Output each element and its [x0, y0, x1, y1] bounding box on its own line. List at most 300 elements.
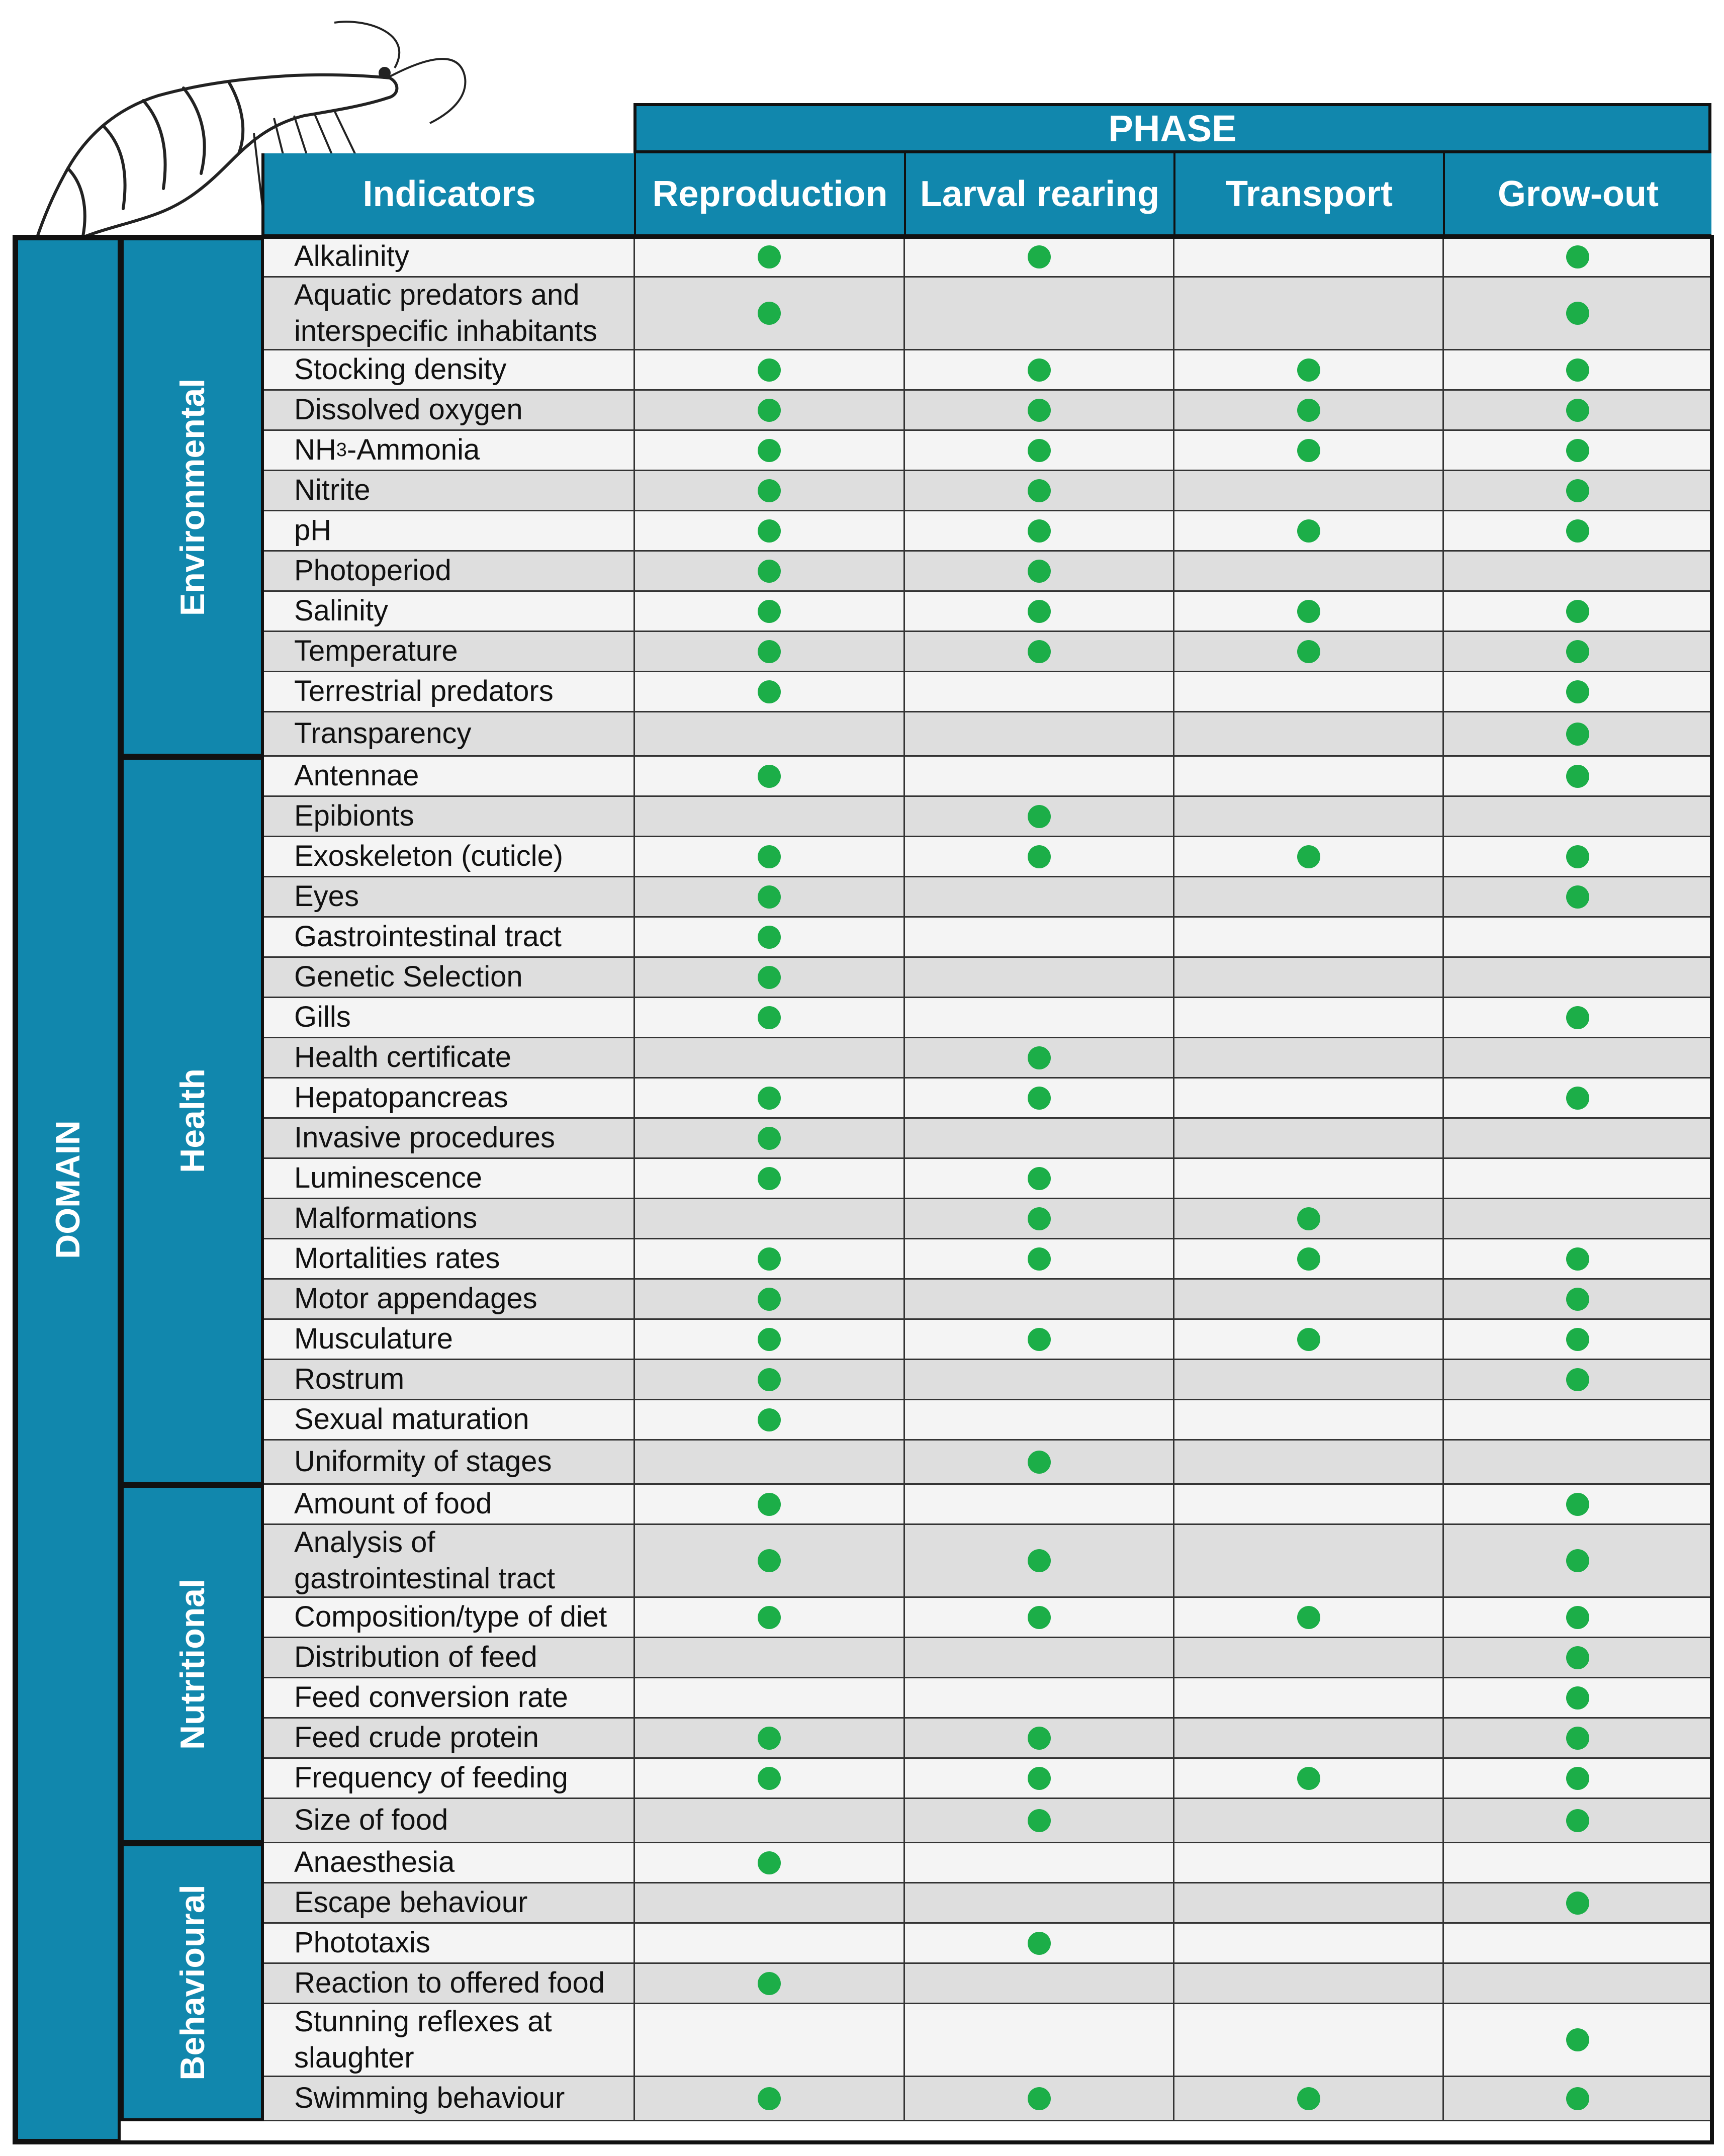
- indicator-dot: [1566, 680, 1589, 703]
- indicator-label: Size of food: [294, 1804, 448, 1837]
- phase-cell: [633, 877, 903, 916]
- phase-cell: [903, 1320, 1173, 1359]
- indicator-label: Reaction to offered food: [294, 1966, 605, 2000]
- phase-cell: [633, 837, 903, 876]
- phase-cell: [1173, 712, 1442, 755]
- phase-cell: [633, 1199, 903, 1238]
- indicator-dot: [1028, 1207, 1051, 1230]
- table-row: [264, 958, 1711, 998]
- indicator-dot: [1297, 1247, 1320, 1271]
- indicator-label: Dissolved oxygen: [294, 393, 523, 426]
- table-row: [264, 632, 1711, 672]
- indicator-dot: [1297, 399, 1320, 422]
- phase-cell: [1442, 1239, 1711, 1278]
- column-header-row: [261, 153, 1711, 237]
- phase-cell: [633, 1883, 903, 1922]
- indicator-dot: [1297, 519, 1320, 543]
- phase-cell: [633, 1360, 903, 1399]
- table-row: [264, 1759, 1711, 1799]
- indicator-dot: [1566, 479, 1589, 502]
- table-row: [264, 1964, 1711, 2004]
- table-row: [264, 1799, 1711, 1843]
- phase-cell: [1173, 237, 1442, 276]
- indicator-dot: [758, 1408, 781, 1431]
- phase-cell: [903, 1964, 1173, 2003]
- phase-cell: [633, 552, 903, 590]
- indicator-dot: [1297, 2087, 1320, 2110]
- indicators-header: Indicators: [264, 153, 634, 234]
- phase-cell: [903, 1883, 1173, 1922]
- indicator-dot: [1028, 1087, 1051, 1110]
- phase-grow-out-header: Grow-out: [1443, 153, 1711, 234]
- indicator-dot: [1297, 600, 1320, 623]
- indicator-dot: [1297, 1328, 1320, 1351]
- phase-cell: [903, 431, 1173, 470]
- phase-cell: [1442, 1525, 1711, 1596]
- table-row: [264, 1843, 1711, 1883]
- phase-cell: [633, 1441, 903, 1483]
- indicator-dot: [758, 439, 781, 462]
- phase-cell: [633, 1159, 903, 1198]
- phase-cell: [633, 1843, 903, 1882]
- phase-cell: [1173, 1759, 1442, 1798]
- indicator-dot: [758, 1087, 781, 1110]
- indicator-dot: [1028, 1727, 1051, 1750]
- indicator-dot: [1566, 439, 1589, 462]
- indicator-dot: [1028, 640, 1051, 663]
- indicator-label: Salinity: [294, 594, 388, 627]
- table-row: [264, 1119, 1711, 1159]
- phase-cell: [633, 1678, 903, 1717]
- indicator-label: Hepatopancreas: [294, 1081, 508, 1114]
- phase-cell: [633, 632, 903, 671]
- phase-cell: [1173, 1719, 1442, 1757]
- phase-cell: [1442, 1638, 1711, 1677]
- phase-cell: [1442, 1441, 1711, 1483]
- phase-cell: [903, 1799, 1173, 1842]
- indicator-dot: [1566, 1549, 1589, 1572]
- phase-cell: [1442, 431, 1711, 470]
- phase-cell: [633, 471, 903, 510]
- phase-cell: [1442, 877, 1711, 916]
- indicator-label: Invasive procedures: [294, 1121, 556, 1154]
- phase-cell: [633, 1924, 903, 1962]
- phase-cell: [633, 592, 903, 631]
- phase-cell: [903, 1159, 1173, 1198]
- phase-cell: [1442, 1924, 1711, 1962]
- phase-cell: [1173, 958, 1442, 997]
- indicator-dot: [1566, 2087, 1589, 2110]
- phase-cell: [903, 2004, 1173, 2076]
- phase-cell: [633, 1280, 903, 1318]
- phase-cell: [903, 797, 1173, 836]
- indicator-dot: [1297, 358, 1320, 382]
- table-row: [264, 2077, 1711, 2121]
- group-behavioural: [121, 1843, 264, 2121]
- indicator-label: Health certificate: [294, 1041, 511, 1074]
- indicator-label: Motor appendages: [294, 1282, 537, 1315]
- indicator-dot: [758, 1606, 781, 1629]
- table-row: [264, 1280, 1711, 1320]
- indicator-dot: [1566, 1247, 1589, 1271]
- table-row: [264, 511, 1711, 552]
- phase-cell: [1173, 1485, 1442, 1523]
- phase-cell: [633, 1119, 903, 1157]
- phase-header: PHASE: [633, 103, 1711, 153]
- phase-cell: [903, 471, 1173, 510]
- indicator-dot: [1566, 358, 1589, 382]
- table-row: [264, 1159, 1711, 1199]
- indicator-dot: [1028, 1932, 1051, 1955]
- indicator-dot: [758, 358, 781, 382]
- indicator-dot: [1297, 1606, 1320, 1629]
- phase-cell: [903, 511, 1173, 550]
- phase-cell: [1442, 757, 1711, 795]
- phase-cell: [633, 998, 903, 1037]
- phase-cell: [1442, 1079, 1711, 1117]
- phase-cell: [1173, 278, 1442, 349]
- phase-cell: [633, 1598, 903, 1637]
- phase-cell: [1442, 1038, 1711, 1077]
- phase-cell: [1173, 1038, 1442, 1077]
- phase-cell: [903, 1924, 1173, 1962]
- table-row: [264, 877, 1711, 918]
- phase-cell: [1173, 1678, 1442, 1717]
- indicator-label: Nitrite: [294, 474, 371, 507]
- indicator-label: Aquatic predators and interspecific inhabitants: [294, 278, 597, 347]
- indicator-dot: [1566, 1727, 1589, 1750]
- indicator-dot: [1566, 640, 1589, 663]
- phase-cell: [1442, 350, 1711, 389]
- phase-cell: [1442, 278, 1711, 349]
- indicator-dot: [1028, 245, 1051, 268]
- group-health: [121, 757, 264, 1485]
- table-row: [264, 350, 1711, 391]
- indicator-dot: [1028, 519, 1051, 543]
- indicator-dot: [758, 1851, 781, 1874]
- phase-cell: [903, 1678, 1173, 1717]
- indicator-dot: [758, 1767, 781, 1790]
- indicator-dot: [1566, 765, 1589, 788]
- phase-cell: [633, 1320, 903, 1359]
- phase-cell: [1173, 1964, 1442, 2003]
- phase-cell: [1173, 797, 1442, 836]
- indicator-table: [264, 237, 1711, 2142]
- phase-cell: [903, 1719, 1173, 1757]
- phase-cell: [903, 237, 1173, 276]
- indicator-dot: [1566, 519, 1589, 543]
- phase-cell: [633, 391, 903, 429]
- indicator-label: Amount of food: [294, 1487, 492, 1520]
- indicator-dot: [758, 1006, 781, 1029]
- phase-cell: [633, 350, 903, 389]
- indicator-dot: [758, 885, 781, 909]
- indicator-dot: [758, 560, 781, 583]
- phase-cell: [1442, 1799, 1711, 1842]
- phase-cell: [1173, 2004, 1442, 2076]
- table-row: [264, 757, 1711, 797]
- phase-cell: [1442, 672, 1711, 711]
- phase-cell: [1442, 1400, 1711, 1439]
- indicator-label: Uniformity of stages: [294, 1445, 552, 1478]
- indicator-label: Transparency: [294, 717, 472, 750]
- table-row: [264, 672, 1711, 712]
- indicator-dot: [758, 600, 781, 623]
- table-row: [264, 2004, 1711, 2077]
- phase-cell: [1442, 797, 1711, 836]
- table-row: [264, 1441, 1711, 1485]
- phase-cell: [1173, 1199, 1442, 1238]
- indicator-dot: [1028, 2087, 1051, 2110]
- indicator-label: Musculature: [294, 1322, 453, 1356]
- phase-cell: [633, 1964, 903, 2003]
- phase-cell: [903, 1485, 1173, 1523]
- indicator-dot: [1028, 1451, 1051, 1474]
- indicator-dot: [1566, 1646, 1589, 1669]
- phase-cell: [1173, 1400, 1442, 1439]
- phase-cell: [903, 350, 1173, 389]
- indicator-label: Mortalities rates: [294, 1242, 500, 1275]
- indicator-label: Feed conversion rate: [294, 1681, 568, 1714]
- indicator-dot: [1566, 1892, 1589, 1915]
- table-row: [264, 1360, 1711, 1400]
- table-row: [264, 1079, 1711, 1119]
- phase-cell: [1442, 511, 1711, 550]
- phase-cell: [1173, 1280, 1442, 1318]
- indicator-dot: [1566, 600, 1589, 623]
- phase-cell: [1442, 1159, 1711, 1198]
- indicator-dot: [758, 926, 781, 949]
- phase-cell: [903, 391, 1173, 429]
- phase-reproduction-header: Reproduction: [634, 153, 904, 234]
- indicator-dot: [758, 1727, 781, 1750]
- indicator-dot: [758, 1549, 781, 1572]
- table-row: [264, 1525, 1711, 1598]
- phase-cell: [1442, 1678, 1711, 1717]
- phase-cell: [903, 1360, 1173, 1399]
- indicator-dot: [1028, 1767, 1051, 1790]
- table-row: [264, 1678, 1711, 1719]
- phase-cell: [1173, 1239, 1442, 1278]
- indicator-label: Gastrointestinal tract: [294, 920, 562, 953]
- phase-cell: [1173, 1320, 1442, 1359]
- indicator-label: NH 3 -Ammonia: [294, 433, 480, 467]
- phase-cell: [1173, 1638, 1442, 1677]
- phase-cell: [633, 1525, 903, 1596]
- indicator-label: Frequency of feeding: [294, 1761, 568, 1794]
- phase-cell: [903, 1119, 1173, 1157]
- table-row: [264, 552, 1711, 592]
- phase-cell: [903, 632, 1173, 671]
- table-row: [264, 1719, 1711, 1759]
- phase-cell: [1442, 471, 1711, 510]
- indicator-label: Antennae: [294, 759, 419, 792]
- indicator-dot: [1028, 600, 1051, 623]
- phase-cell: [1442, 1320, 1711, 1359]
- indicator-dot: [1028, 399, 1051, 422]
- indicator-dot: [1297, 1207, 1320, 1230]
- phase-cell: [1173, 1360, 1442, 1399]
- indicator-label: Swimming behaviour: [294, 2082, 565, 2115]
- indicator-dot: [1028, 479, 1051, 502]
- indicator-dot: [1028, 1167, 1051, 1190]
- phase-cell: [1442, 1280, 1711, 1318]
- indicator-label: Exoskeleton (cuticle): [294, 840, 564, 873]
- indicator-dot: [1566, 302, 1589, 325]
- indicator-dot: [1566, 885, 1589, 909]
- table-row: [264, 237, 1711, 278]
- phase-cell: [1442, 1199, 1711, 1238]
- indicator-dot: [1028, 1247, 1051, 1271]
- indicator-label: Distribution of feed: [294, 1641, 537, 1674]
- phase-cell: [633, 1719, 903, 1757]
- indicator-dot: [758, 765, 781, 788]
- indicator-dot: [758, 302, 781, 325]
- phase-cell: [903, 1400, 1173, 1439]
- group-label: Nutritional: [173, 1578, 212, 1750]
- indicator-label: Alkalinity: [294, 240, 409, 273]
- indicator-label: Sexual maturation: [294, 1403, 529, 1436]
- indicator-dot: [1297, 439, 1320, 462]
- group-nutritional: [121, 1485, 264, 1843]
- phase-cell: [1442, 632, 1711, 671]
- indicator-dot: [1566, 723, 1589, 746]
- phase-cell: [1173, 1525, 1442, 1596]
- phase-cell: [1442, 1119, 1711, 1157]
- phase-cell: [903, 837, 1173, 876]
- phase-cell: [1442, 391, 1711, 429]
- indicator-dot: [758, 1368, 781, 1391]
- indicator-label: Composition/type of diet: [294, 1600, 607, 1634]
- indicator-dot: [758, 399, 781, 422]
- phase-cell: [903, 877, 1173, 916]
- group-environmental: [121, 237, 264, 757]
- indicator-dot: [1566, 1606, 1589, 1629]
- phase-cell: [1173, 471, 1442, 510]
- table-row: [264, 837, 1711, 877]
- table-row: [264, 431, 1711, 471]
- phase-cell: [633, 2004, 903, 2076]
- indicator-label: Anaesthesia: [294, 1846, 455, 1879]
- indicator-dot: [758, 1972, 781, 1995]
- indicator-dot: [758, 245, 781, 268]
- phase-cell: [633, 1038, 903, 1077]
- table-row: [264, 1400, 1711, 1441]
- phase-cell: [903, 1759, 1173, 1798]
- phase-cell: [1442, 1964, 1711, 2003]
- phase-cell: [1442, 2004, 1711, 2076]
- phase-cell: [1442, 1719, 1711, 1757]
- phase-cell: [1442, 837, 1711, 876]
- indicator-dot: [1028, 358, 1051, 382]
- phase-cell: [1442, 918, 1711, 956]
- phase-cell: [903, 1199, 1173, 1238]
- group-label: Environmental: [173, 378, 212, 616]
- phase-cell: [903, 552, 1173, 590]
- phase-cell: [1442, 1598, 1711, 1637]
- group-label: Health: [173, 1068, 212, 1173]
- phase-cell: [903, 1598, 1173, 1637]
- phase-cell: [633, 958, 903, 997]
- table-row: [264, 998, 1711, 1038]
- phase-larval-rearing-header: Larval rearing: [904, 153, 1173, 234]
- phase-cell: [633, 757, 903, 795]
- indicator-dot: [1566, 2028, 1589, 2051]
- indicator-label: Gills: [294, 1001, 351, 1034]
- phase-cell: [1173, 592, 1442, 631]
- phase-cell: [1442, 712, 1711, 755]
- phase-cell: [633, 712, 903, 755]
- table-row: [264, 278, 1711, 350]
- phase-cell: [903, 1843, 1173, 1882]
- indicator-dot: [1028, 1606, 1051, 1629]
- phase-cell: [633, 511, 903, 550]
- table-row: [264, 471, 1711, 511]
- indicator-label: Rostrum: [294, 1363, 405, 1396]
- indicator-dot: [1566, 399, 1589, 422]
- phase-cell: [1173, 1441, 1442, 1483]
- phase-cell: [903, 1038, 1173, 1077]
- table-row: [264, 1924, 1711, 1964]
- table-row: [264, 797, 1711, 837]
- indicator-dot: [758, 1127, 781, 1150]
- phase-cell: [1173, 918, 1442, 956]
- phase-cell: [1173, 757, 1442, 795]
- indicator-dot: [1566, 1809, 1589, 1832]
- phase-cell: [1173, 632, 1442, 671]
- table-row: [264, 1638, 1711, 1678]
- table-row: [264, 1598, 1711, 1638]
- phase-cell: [1442, 1883, 1711, 1922]
- phase-cell: [1173, 672, 1442, 711]
- phase-cell: [1442, 237, 1711, 276]
- phase-cell: [903, 1079, 1173, 1117]
- phase-cell: [633, 1400, 903, 1439]
- phase-cell: [633, 1759, 903, 1798]
- phase-cell: [903, 757, 1173, 795]
- table-row: [264, 1320, 1711, 1360]
- indicator-dot: [1028, 1046, 1051, 1069]
- indicator-dot: [758, 2087, 781, 2110]
- phase-cell: [1173, 998, 1442, 1037]
- phase-cell: [903, 918, 1173, 956]
- phase-cell: [1173, 2077, 1442, 2120]
- indicator-dot: [758, 640, 781, 663]
- indicator-label: Luminescence: [294, 1161, 482, 1195]
- indicator-label: Phototaxis: [294, 1926, 430, 1959]
- indicator-label: Photoperiod: [294, 554, 451, 587]
- phase-cell: [1442, 1485, 1711, 1523]
- indicator-dot: [1028, 1549, 1051, 1572]
- phase-cell: [1173, 511, 1442, 550]
- phase-cell: [903, 712, 1173, 755]
- indicator-dot: [758, 519, 781, 543]
- phase-cell: [1173, 1159, 1442, 1198]
- indicator-dot: [1297, 1767, 1320, 1790]
- phase-cell: [903, 958, 1173, 997]
- indicator-label: Malformations: [294, 1202, 478, 1235]
- phase-cell: [1442, 1759, 1711, 1798]
- indicator-dot: [1566, 1767, 1589, 1790]
- phase-cell: [633, 1799, 903, 1842]
- phase-cell: [633, 672, 903, 711]
- phase-cell: [1173, 350, 1442, 389]
- indicator-dot: [758, 1328, 781, 1351]
- phase-cell: [1173, 1924, 1442, 1962]
- phase-cell: [1442, 552, 1711, 590]
- phase-cell: [903, 1638, 1173, 1677]
- indicator-dot: [1028, 1809, 1051, 1832]
